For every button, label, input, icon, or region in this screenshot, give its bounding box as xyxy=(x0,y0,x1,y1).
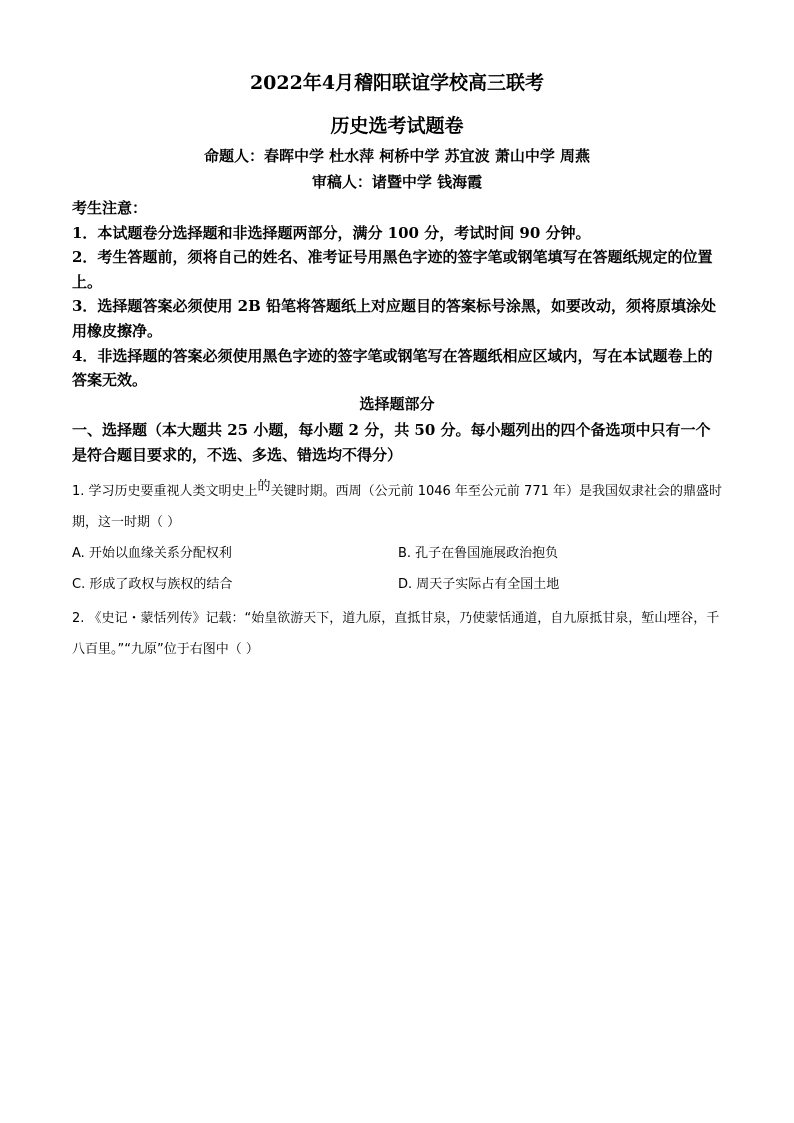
notice-heading: 考生注意： xyxy=(72,199,148,217)
notice-item: 1．本试题卷分选择题和非选择题两部分，满分 100 分，考试时间 90 分钟。 xyxy=(72,223,591,242)
notice-item: 3．选择题答案必须使用 2B 铅笔将答题纸上对应题目的答案标号涂黑，如要改动，须将原填涂处用橡皮擦净。 xyxy=(72,297,717,340)
exam-title: 2022年4月稽阳联谊学校高三联考 xyxy=(249,72,545,94)
question-1-option-a: A. 开始以血缘关系分配权利 xyxy=(72,546,232,561)
exam-notice xyxy=(72,196,722,393)
question-2-stem: 2. 《史记・蒙恬列传》记载：“始皇欲游天下，道九原，直抵甘泉，乃使蒙恬通道，自九原抵甘泉，堑山堙谷，千八百里。”“九原”位于右图中（ ） xyxy=(72,611,720,657)
authors-line: 命题人：春晖中学 杜水萍 柯桥中学 苏宜波 萧山中学 周燕 xyxy=(203,147,591,165)
notice-item: 2．考生答题前，须将自己的姓名、准考证号用黑色字迹的签字笔或钢笔填写在答题纸规定的位置上。 xyxy=(72,248,713,291)
reviewers-line: 审稿人：诸暨中学 钱海霞 xyxy=(311,173,483,191)
part-one-instructions: 一、选择题（本大题共 25 小题，每小题 2 分，共 50 分。每小题列出的四个备选项中只有一个是符合题目要求的，不选、多选、错选均不得分） xyxy=(72,421,711,464)
question-1-superscript: 的 xyxy=(257,479,271,494)
section-title: 选择题部分 xyxy=(359,395,435,413)
question-1-stem xyxy=(72,476,722,538)
question-1-option-c: C. 形成了政权与族权的结合 xyxy=(72,577,233,592)
exam-subtitle: 历史选考试题卷 xyxy=(330,115,464,137)
notice-item: 4．非选择题的答案必须使用黑色字迹的签字笔或钢笔写在答题纸相应区域内，写在本试题卷上的答案无效。 xyxy=(72,346,713,390)
question-1-option-d: D. 周天子实际占有全国土地 xyxy=(398,577,560,592)
question-1-stem-start: 1. 学习历史要重视人类文明史上 xyxy=(72,484,258,499)
question-1-option-b: B. 孔子在鲁国施展政治抱负 xyxy=(398,546,559,561)
question-1-stem-end: 关键时期。西周（公元前 1046 年至公元前 771 年）是我国奴隶社会的鼎盛时期，这一时期（ ） xyxy=(72,484,722,530)
